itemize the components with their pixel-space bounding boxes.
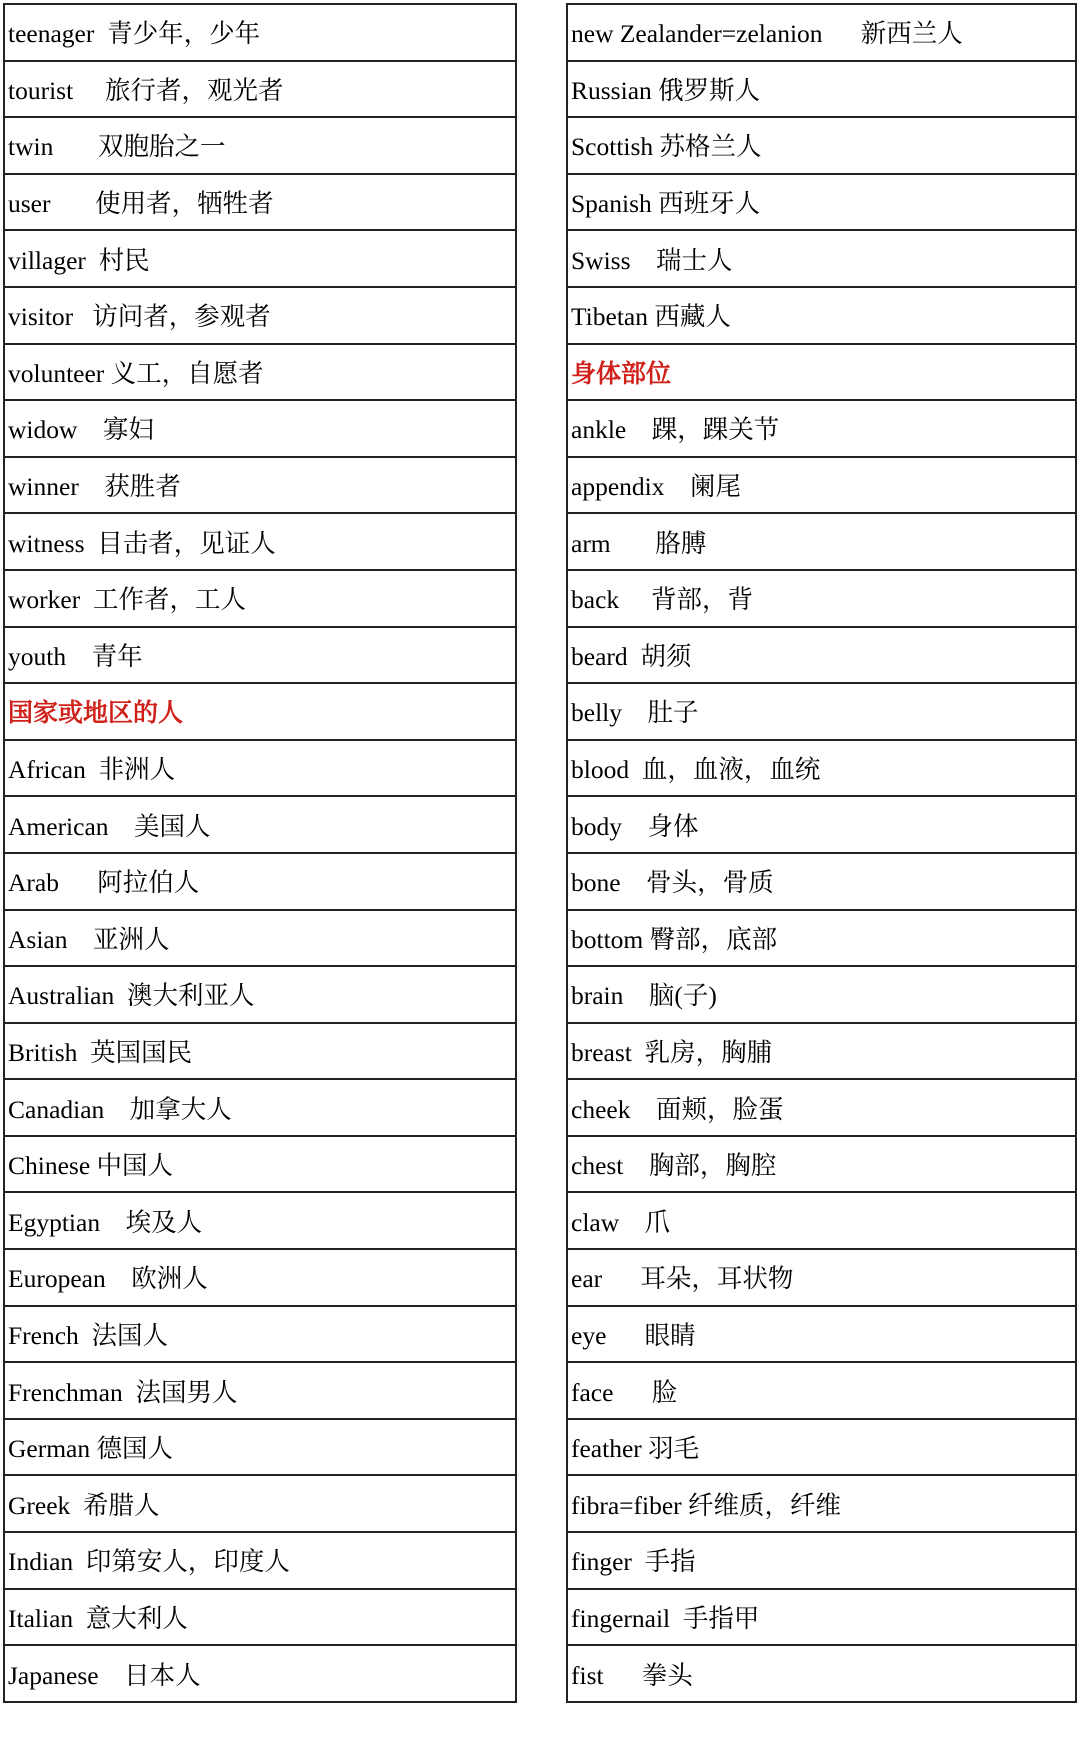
table-row bbox=[4, 796, 516, 853]
vocabulary-entry: body 身体 bbox=[567, 796, 1076, 853]
vocabulary-entry: American 美国人 bbox=[4, 796, 516, 853]
vocabulary-entry: beard 胡须 bbox=[567, 627, 1076, 684]
table-row bbox=[567, 570, 1076, 627]
vocabulary-entry: French 法国人 bbox=[4, 1306, 516, 1363]
table-row bbox=[4, 61, 516, 118]
table-row bbox=[4, 1645, 516, 1702]
table-row bbox=[567, 61, 1076, 118]
vocabulary-table-right bbox=[566, 3, 1077, 1703]
section-heading: 国家或地区的人 bbox=[4, 683, 516, 740]
vocabulary-entry: Canadian 加拿大人 bbox=[4, 1079, 516, 1136]
table-row bbox=[4, 230, 516, 287]
table-row bbox=[4, 513, 516, 570]
vocabulary-entry: villager 村民 bbox=[4, 230, 516, 287]
vocabulary-table-left bbox=[3, 3, 517, 1703]
vocabulary-entry: fist 拳头 bbox=[567, 1645, 1076, 1702]
table-row bbox=[567, 1306, 1076, 1363]
section-heading-row bbox=[4, 683, 516, 740]
table-row bbox=[567, 1192, 1076, 1249]
vocabulary-entry: winner 获胜者 bbox=[4, 457, 516, 514]
vocabulary-entry: Greek 希腊人 bbox=[4, 1475, 516, 1532]
table-row bbox=[567, 740, 1076, 797]
vocabulary-entry: Indian 印第安人，印度人 bbox=[4, 1532, 516, 1589]
vocabulary-entry: British 英国国民 bbox=[4, 1023, 516, 1080]
vocabulary-entry: fibra=fiber 纤维质，纤维 bbox=[567, 1475, 1076, 1532]
vocabulary-entry: witness 目击者，见证人 bbox=[4, 513, 516, 570]
vocabulary-entry: Asian 亚洲人 bbox=[4, 910, 516, 967]
table-row bbox=[567, 910, 1076, 967]
table-row bbox=[4, 1475, 516, 1532]
vocabulary-entry: bone 骨头，骨质 bbox=[567, 853, 1076, 910]
table-row bbox=[4, 570, 516, 627]
vocabulary-entry: arm 胳膊 bbox=[567, 513, 1076, 570]
table-row bbox=[567, 1249, 1076, 1306]
table-row bbox=[567, 1023, 1076, 1080]
table-row bbox=[4, 1136, 516, 1193]
vocabulary-entry: back 背部，背 bbox=[567, 570, 1076, 627]
table-row bbox=[567, 1136, 1076, 1193]
vocabulary-entry: user 使用者，牺牲者 bbox=[4, 174, 516, 231]
table-row bbox=[4, 1419, 516, 1476]
section-heading-row bbox=[567, 344, 1076, 401]
vocabulary-entry: German 德国人 bbox=[4, 1419, 516, 1476]
vocabulary-entry: eye 眼睛 bbox=[567, 1306, 1076, 1363]
vocabulary-entry: African 非洲人 bbox=[4, 740, 516, 797]
table-row bbox=[567, 1079, 1076, 1136]
vocabulary-entry: feather 羽毛 bbox=[567, 1419, 1076, 1476]
vocabulary-entry: worker 工作者，工人 bbox=[4, 570, 516, 627]
vocabulary-entry: Spanish 西班牙人 bbox=[567, 174, 1076, 231]
table-row bbox=[567, 1419, 1076, 1476]
vocabulary-entry: European 欧洲人 bbox=[4, 1249, 516, 1306]
table-row bbox=[4, 4, 516, 61]
table-row bbox=[4, 174, 516, 231]
vocabulary-entry: chest 胸部，胸腔 bbox=[567, 1136, 1076, 1193]
table-row bbox=[567, 683, 1076, 740]
table-row bbox=[4, 910, 516, 967]
vocabulary-entry: teenager 青少年，少年 bbox=[4, 4, 516, 61]
table-row bbox=[4, 457, 516, 514]
table-row bbox=[4, 1079, 516, 1136]
table-row bbox=[567, 457, 1076, 514]
table-row bbox=[4, 853, 516, 910]
table-row bbox=[4, 740, 516, 797]
table-row bbox=[567, 627, 1076, 684]
vocabulary-entry: Scottish 苏格兰人 bbox=[567, 117, 1076, 174]
table-row bbox=[567, 853, 1076, 910]
vocabulary-entry: claw 爪 bbox=[567, 1192, 1076, 1249]
section-heading: 身体部位 bbox=[567, 344, 1076, 401]
vocabulary-entry: volunteer 义工，自愿者 bbox=[4, 344, 516, 401]
vocabulary-entry: twin 双胞胎之一 bbox=[4, 117, 516, 174]
vocabulary-entry: Tibetan 西藏人 bbox=[567, 287, 1076, 344]
vocabulary-entry: finger 手指 bbox=[567, 1532, 1076, 1589]
vocabulary-entry: Frenchman 法国男人 bbox=[4, 1362, 516, 1419]
vocabulary-entry: brain 脑(子) bbox=[567, 966, 1076, 1023]
vocabulary-entry: Egyptian 埃及人 bbox=[4, 1192, 516, 1249]
table-row bbox=[4, 1192, 516, 1249]
vocabulary-entry: Swiss 瑞士人 bbox=[567, 230, 1076, 287]
table-row bbox=[4, 1023, 516, 1080]
table-row bbox=[567, 1362, 1076, 1419]
table-row bbox=[4, 966, 516, 1023]
vocabulary-entry: belly 肚子 bbox=[567, 683, 1076, 740]
table-row bbox=[4, 1362, 516, 1419]
table-row bbox=[567, 1475, 1076, 1532]
vocabulary-entry: appendix 阑尾 bbox=[567, 457, 1076, 514]
table-row bbox=[567, 174, 1076, 231]
table-row bbox=[567, 287, 1076, 344]
vocabulary-entry: ear 耳朵，耳状物 bbox=[567, 1249, 1076, 1306]
vocabulary-entry: Russian 俄罗斯人 bbox=[567, 61, 1076, 118]
table-row bbox=[4, 287, 516, 344]
vocabulary-entry: face 脸 bbox=[567, 1362, 1076, 1419]
table-row bbox=[4, 344, 516, 401]
vocabulary-entry: Australian 澳大利亚人 bbox=[4, 966, 516, 1023]
vocabulary-entry: bottom 臀部，底部 bbox=[567, 910, 1076, 967]
table-row bbox=[567, 966, 1076, 1023]
table-row bbox=[4, 400, 516, 457]
vocabulary-entry: new Zealander=zelanion 新西兰人 bbox=[567, 4, 1076, 61]
table-row bbox=[567, 117, 1076, 174]
vocabulary-entry: cheek 面颊，脸蛋 bbox=[567, 1079, 1076, 1136]
vocabulary-entry: breast 乳房，胸脯 bbox=[567, 1023, 1076, 1080]
vocabulary-entry: Japanese 日本人 bbox=[4, 1645, 516, 1702]
table-row bbox=[567, 1532, 1076, 1589]
table-row bbox=[567, 513, 1076, 570]
table-row bbox=[4, 627, 516, 684]
table-row bbox=[567, 230, 1076, 287]
vocabulary-entry: blood 血，血液，血统 bbox=[567, 740, 1076, 797]
vocabulary-entry: Arab 阿拉伯人 bbox=[4, 853, 516, 910]
vocabulary-entry: Chinese 中国人 bbox=[4, 1136, 516, 1193]
vocabulary-entry: tourist 旅行者，观光者 bbox=[4, 61, 516, 118]
vocabulary-entry: ankle 踝，踝关节 bbox=[567, 400, 1076, 457]
table-row bbox=[4, 1306, 516, 1363]
table-row bbox=[567, 4, 1076, 61]
table-row bbox=[4, 117, 516, 174]
vocabulary-entry: fingernail 手指甲 bbox=[567, 1589, 1076, 1646]
table-row bbox=[4, 1589, 516, 1646]
vocabulary-entry: visitor 访问者，参观者 bbox=[4, 287, 516, 344]
vocabulary-entry: Italian 意大利人 bbox=[4, 1589, 516, 1646]
table-row bbox=[567, 1589, 1076, 1646]
table-row bbox=[567, 796, 1076, 853]
vocabulary-entry: youth 青年 bbox=[4, 627, 516, 684]
table-row bbox=[4, 1532, 516, 1589]
vocabulary-entry: widow 寡妇 bbox=[4, 400, 516, 457]
table-row bbox=[567, 400, 1076, 457]
table-row bbox=[4, 1249, 516, 1306]
table-row bbox=[567, 1645, 1076, 1702]
